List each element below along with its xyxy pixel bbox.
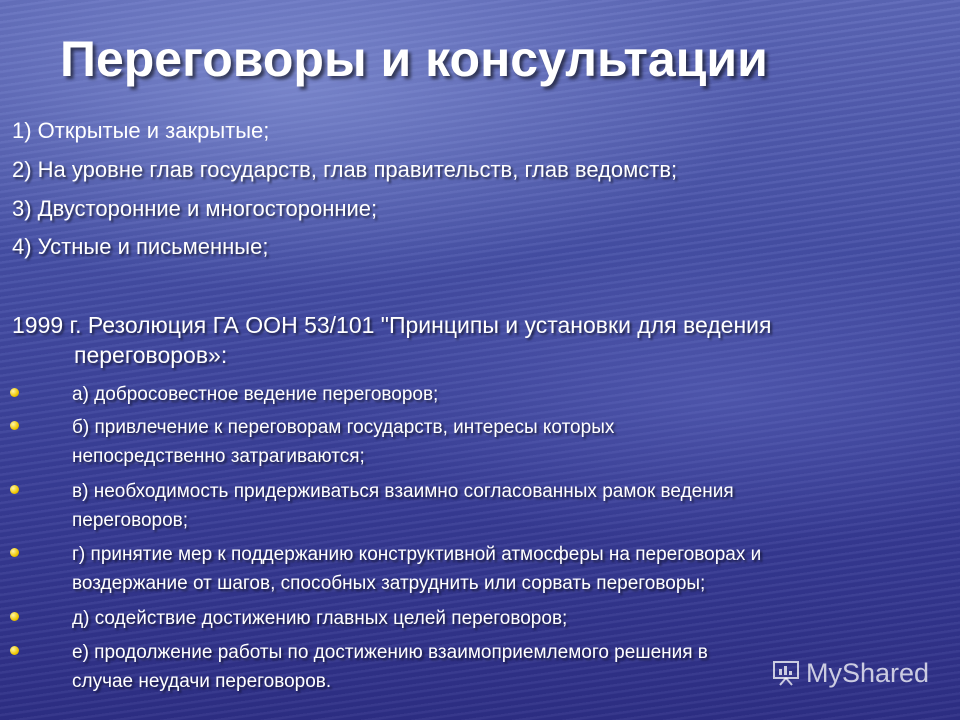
- bullet-dot-icon: [10, 388, 19, 397]
- list-item-4: 4) Устные и письменные;: [12, 234, 269, 259]
- slide-title: Переговоры и консультации: [60, 31, 768, 87]
- watermark: [772, 658, 929, 689]
- bullet-text-line-2: случае неудачи переговоров.: [72, 671, 332, 692]
- bullet-text-line-1: а) добросовестное ведение переговоров;: [72, 384, 439, 405]
- watermark-text: MyShared: [806, 658, 930, 688]
- bullet-text-line-1: в) необходимость придерживаться взаимно согласованных рамок ведения: [72, 481, 734, 502]
- bullet-text-line-2: непосредственно затрагиваются;: [72, 446, 365, 467]
- bullet-text-line-2: воздержание от шагов, способных затруднить или сорвать переговоры;: [72, 573, 706, 594]
- bullet-dot-icon: [10, 485, 19, 494]
- bullet-text-line-1: г) принятие мер к поддержанию конструктивной атмосферы на переговорах и: [72, 544, 762, 565]
- resolution-line-1: 1999 г. Резолюция ГА ООН 53/101 "Принципы и установки для ведения: [12, 312, 772, 338]
- bullet-dot-icon: [10, 646, 19, 655]
- bullet-dot-icon: [10, 548, 19, 557]
- list-item-2: 2) На уровне глав государств, глав правительств, глав ведомств;: [12, 157, 678, 182]
- bullet-dot-icon: [10, 421, 19, 430]
- bullet-text-line-1: е) продолжение работы по достижению взаимоприемлемого решения в: [72, 642, 708, 663]
- bullet-text-line-1: д) содействие достижению главных целей переговоров;: [72, 608, 568, 629]
- presentation-board-icon: [772, 660, 800, 686]
- list-item-3: 3) Двусторонние и многосторонние;: [12, 196, 378, 221]
- list-item-1: 1) Открытые и закрытые;: [12, 118, 270, 143]
- bullet-text-line-2: переговоров;: [72, 510, 189, 531]
- bullet-text-line-1: б) привлечение к переговорам государств, интересы которых: [72, 417, 615, 438]
- resolution-heading: [12, 310, 771, 370]
- resolution-line-2: переговоров»:: [74, 342, 228, 368]
- bullet-dot-icon: [10, 612, 19, 621]
